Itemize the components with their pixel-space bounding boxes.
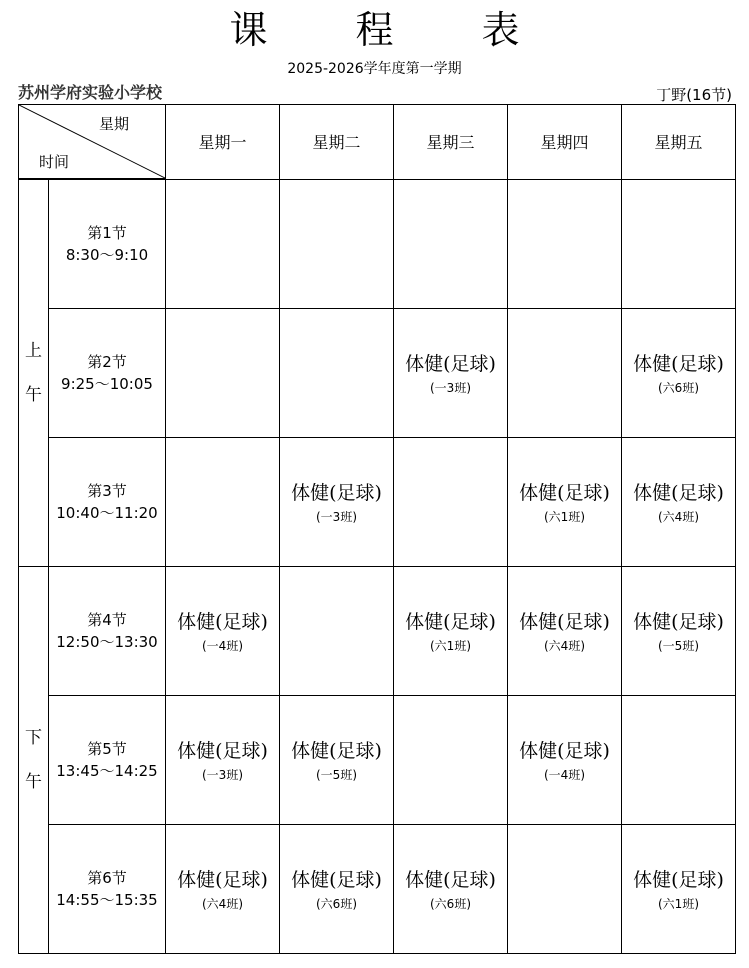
corner-time-label: 时间 (39, 153, 70, 171)
schedule-cell (166, 179, 280, 309)
day-header: 星期一 (166, 105, 280, 180)
schedule-cell (280, 696, 394, 825)
class-label: (六1班) (658, 897, 699, 911)
schedule-cell (394, 567, 508, 696)
schedule-cell (622, 179, 736, 309)
class-label: (一5班) (316, 768, 357, 782)
course-name: 体健(足球) (405, 611, 496, 633)
course-name: 体健(足球) (177, 740, 268, 762)
schedule-cell (166, 567, 280, 696)
schedule-cell (280, 567, 394, 696)
course-name: 体健(足球) (519, 482, 610, 504)
schedule-cell (508, 309, 622, 438)
schedule-cell (508, 438, 622, 567)
day-header: 星期四 (508, 105, 622, 180)
period-name: 第3节 (87, 482, 127, 500)
course-name: 体健(足球) (633, 611, 724, 633)
teacher-label: 丁野(16节) (656, 86, 732, 104)
schedule-cell (622, 438, 736, 567)
page-title (0, 8, 749, 52)
schedule-cell (166, 438, 280, 567)
schedule-cell (508, 696, 622, 825)
period-cell (49, 438, 166, 567)
class-label: (六6班) (658, 381, 699, 395)
period-time: 9:25～10:05 (61, 375, 153, 393)
period-name: 第2节 (87, 353, 127, 371)
course-name: 体健(足球) (519, 740, 610, 762)
period-cell (49, 309, 166, 438)
class-label: (一5班) (658, 639, 699, 653)
header-row (19, 105, 736, 180)
schedule-cell (166, 309, 280, 438)
schedule-cell (508, 567, 622, 696)
course-name: 体健(足球) (519, 611, 610, 633)
class-label: (一4班) (544, 768, 585, 782)
schedule-cell (280, 309, 394, 438)
morning-label: 上 午 (19, 179, 49, 567)
day-header: 星期五 (622, 105, 736, 180)
schedule-cell (622, 825, 736, 954)
class-label: (六6班) (316, 897, 357, 911)
schedule-cell (166, 825, 280, 954)
day-header: 星期三 (394, 105, 508, 180)
schedule-table (18, 104, 736, 954)
course-name: 体健(足球) (405, 869, 496, 891)
period-name: 第4节 (87, 611, 127, 629)
course-name: 体健(足球) (177, 611, 268, 633)
period-cell (49, 179, 166, 309)
class-label: (一3班) (202, 768, 243, 782)
class-label: (六1班) (430, 639, 471, 653)
schedule-cell (394, 309, 508, 438)
corner-week-label: 星期 (98, 115, 129, 133)
schedule-cell (394, 179, 508, 309)
class-label: (六4班) (658, 510, 699, 524)
schedule-cell (508, 825, 622, 954)
course-name: 体健(足球) (177, 869, 268, 891)
title-char: 程 (355, 8, 394, 52)
period-row (19, 179, 736, 309)
schedule-cell (394, 438, 508, 567)
course-name: 体健(足球) (633, 869, 724, 891)
course-name: 体健(足球) (633, 482, 724, 504)
schedule-cell (508, 179, 622, 309)
period-time: 8:30～9:10 (65, 246, 149, 264)
period-time: 12:50～13:30 (56, 633, 158, 651)
schedule-cell (166, 696, 280, 825)
title-char: 表 (481, 8, 520, 52)
schedule-cell (280, 179, 394, 309)
period-row (19, 567, 736, 696)
schedule-cell (622, 309, 736, 438)
schedule-cell (280, 825, 394, 954)
class-label: (六1班) (544, 510, 585, 524)
course-name: 体健(足球) (291, 482, 382, 504)
period-time: 13:45～14:25 (56, 762, 158, 780)
school-name: 苏州学府实验小学校 (18, 83, 163, 102)
period-cell (49, 825, 166, 954)
class-label: (六4班) (202, 897, 243, 911)
course-name: 体健(足球) (405, 353, 496, 375)
corner-header (19, 105, 166, 180)
schedule-cell (280, 438, 394, 567)
period-cell (49, 567, 166, 696)
period-time: 10:40～11:20 (56, 504, 158, 522)
class-label: (一4班) (202, 639, 243, 653)
schedule-cell (394, 825, 508, 954)
period-row (19, 309, 736, 438)
title-char: 课 (229, 8, 268, 52)
period-cell (49, 696, 166, 825)
afternoon-label: 下 午 (19, 567, 49, 954)
class-label: (一3班) (430, 381, 471, 395)
schedule-cell (622, 696, 736, 825)
period-name: 第1节 (87, 224, 127, 242)
class-label: (六4班) (544, 639, 585, 653)
period-row (19, 696, 736, 825)
course-name: 体健(足球) (291, 869, 382, 891)
class-label: (一3班) (316, 510, 357, 524)
period-row (19, 825, 736, 954)
day-header: 星期二 (280, 105, 394, 180)
period-time: 14:55～15:35 (56, 891, 158, 909)
schedule-cell (394, 696, 508, 825)
class-label: (六6班) (430, 897, 471, 911)
period-name: 第5节 (87, 740, 127, 758)
period-row (19, 438, 736, 567)
course-name: 体健(足球) (633, 353, 724, 375)
course-name: 体健(足球) (291, 740, 382, 762)
schedule-cell (622, 567, 736, 696)
period-name: 第6节 (87, 869, 127, 887)
term-label: 2025-2026学年度第一学期 (287, 61, 462, 77)
